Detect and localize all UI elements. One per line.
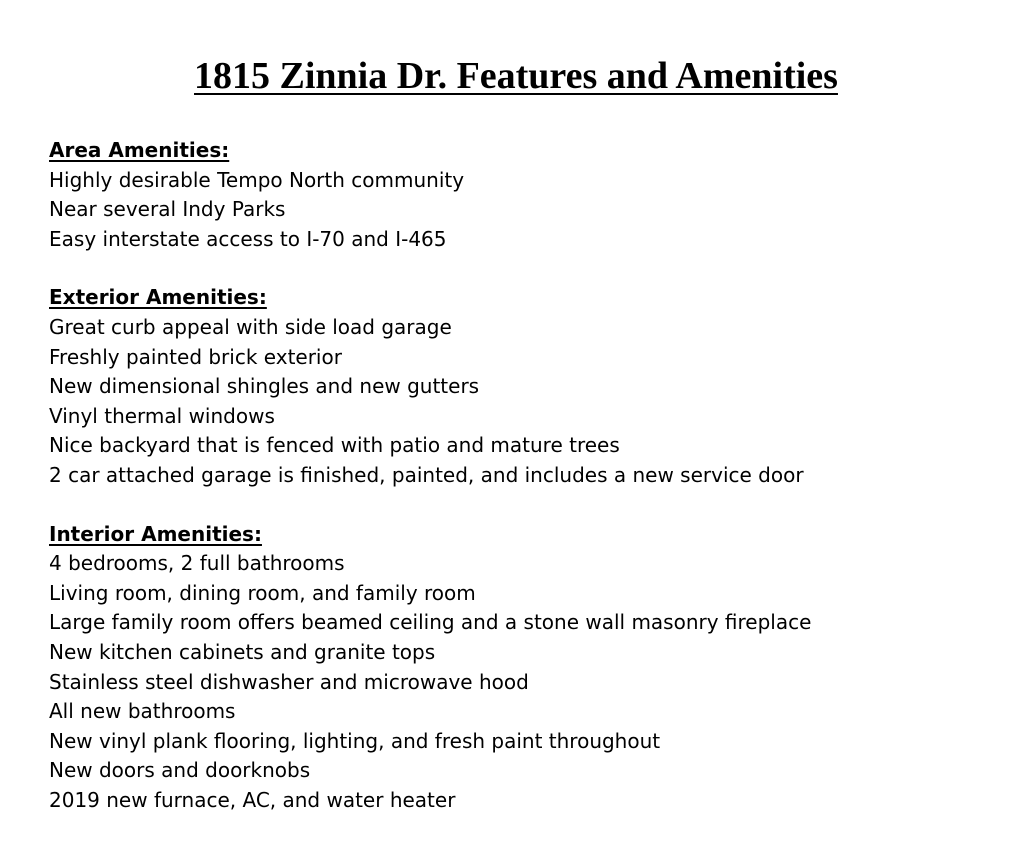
section-heading: Exterior Amenities: [49,285,267,310]
amenity-item: Near several Indy Parks [49,197,286,222]
amenity-item: 2019 new furnace, AC, and water heater [49,787,456,812]
amenity-item: Stainless steel dishwasher and microwave hood [49,669,529,694]
amenity-list [49,166,1009,255]
amenity-item: Great curb appeal with side load garage [49,314,452,339]
amenity-item: 4 bedrooms, 2 full bathrooms [49,551,345,576]
amenities-content [49,136,1009,844]
amenity-item: New dimensional shingles and new gutters [49,374,480,399]
amenity-item: All new bathrooms [49,699,236,724]
amenity-item: Large family room offers beamed ceiling and a stone wall masonry fireplace [49,610,812,635]
amenity-item: Easy interstate access to I-70 and I-465 [49,226,447,251]
amenity-item: Living room, dining room, and family room [49,580,476,605]
amenity-item: New kitchen cabinets and granite tops [49,639,436,664]
section-exterior-amenities [49,283,1009,490]
amenity-list [49,549,1009,815]
section-interior-amenities [49,520,1009,816]
section-area-amenities [49,136,1009,254]
amenity-item: Nice backyard that is fenced with patio and mature trees [49,433,620,458]
amenity-item: Freshly painted brick exterior [49,344,342,369]
amenity-item: Highly desirable Tempo North community [49,167,465,192]
amenity-item: 2 car attached garage is finished, painted, and includes a new service door [49,462,804,487]
amenity-item: New vinyl plank flooring, lighting, and fresh paint throughout [49,728,661,753]
amenity-item: New doors and doorknobs [49,758,311,783]
amenity-list [49,313,1009,491]
amenity-item: Vinyl thermal windows [49,403,275,428]
section-heading: Interior Amenities: [49,521,262,546]
page-title: 1815 Zinnia Dr. Features and Amenities [194,55,838,97]
section-heading: Area Amenities: [49,138,230,162]
